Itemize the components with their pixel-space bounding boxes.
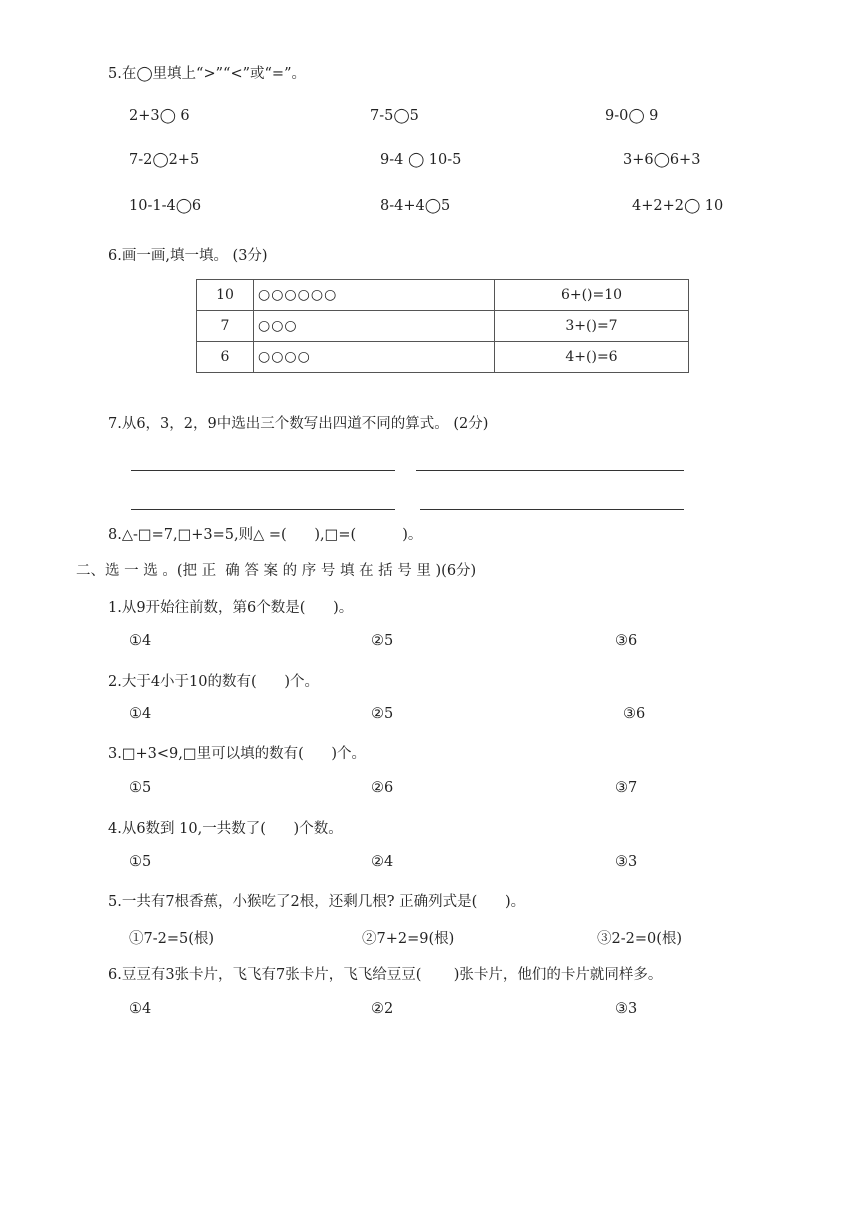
table-circles: ○○○○ — [254, 342, 495, 373]
table-number: 10 — [197, 280, 254, 311]
choice-option[interactable]: ①7-2=5(根) — [129, 931, 215, 947]
q5-item: 7-5◯5 — [370, 108, 419, 124]
choice-option[interactable]: ③3 — [615, 1001, 638, 1017]
table-equation: 3+()=7 — [495, 311, 689, 342]
q5-title: 5.在◯里填上“>”“<”或“=”。 — [108, 66, 306, 82]
choice-option[interactable]: ②7+2=9(根) — [362, 931, 455, 947]
q5-item: 2+3◯ 6 — [129, 108, 190, 124]
table-row — [197, 280, 689, 311]
answer-line[interactable] — [131, 509, 395, 510]
table-number: 6 — [197, 342, 254, 373]
choice-option[interactable]: ①4 — [129, 1001, 152, 1017]
choice-option[interactable]: ②6 — [371, 780, 394, 796]
choice-option[interactable]: ③6 — [623, 706, 646, 722]
choice-option[interactable]: ②4 — [371, 854, 394, 870]
choice-option[interactable]: ②5 — [371, 633, 394, 649]
q8-title: 8.△-□=7,□+3=5,则△ =( ),□=( )。 — [108, 527, 423, 543]
choice-question: 1.从9开始往前数，第6个数是( )。 — [108, 600, 354, 616]
choice-option[interactable]: ③7 — [615, 780, 638, 796]
choice-option[interactable]: ①5 — [129, 854, 152, 870]
q5-item: 9-4 ◯ 10-5 — [380, 152, 462, 168]
choice-question: 3.□+3<9,□里可以填的数有( )个。 — [108, 746, 367, 762]
choice-option[interactable]: ③2-2=0(根) — [597, 931, 683, 947]
answer-line[interactable] — [416, 470, 684, 471]
choice-option[interactable]: ①5 — [129, 780, 152, 796]
choice-option[interactable]: ①4 — [129, 633, 152, 649]
q7-title: 7.从6，3，2，9中选出三个数写出四道不同的算式。 (2分) — [108, 416, 489, 432]
table-equation: 6+()=10 — [495, 280, 689, 311]
table-circles: ○○○ — [254, 311, 495, 342]
table-circles: ○○○○○○ — [254, 280, 495, 311]
answer-line[interactable] — [131, 470, 395, 471]
choice-option[interactable]: ③3 — [615, 854, 638, 870]
table-equation: 4+()=6 — [495, 342, 689, 373]
choice-question: 2.大于4小于10的数有( )个。 — [108, 674, 319, 690]
choice-option[interactable]: ②5 — [371, 706, 394, 722]
q5-item: 7-2◯2+5 — [129, 152, 200, 168]
choice-question: 4.从6数到 10,一共数了( )个数。 — [108, 821, 343, 837]
choice-option[interactable]: ①4 — [129, 706, 152, 722]
q5-item: 9-0◯ 9 — [605, 108, 659, 124]
choice-option[interactable]: ②2 — [371, 1001, 394, 1017]
section-header: 二、选 一 选 。(把 正 确 答 案 的 序 号 填 在 括 号 里 )(6分) — [76, 563, 477, 579]
table-number: 7 — [197, 311, 254, 342]
draw-fill-table — [196, 279, 689, 373]
choice-question: 5.一共有7根香蕉，小猴吃了2根，还剩几根? 正确列式是( )。 — [108, 894, 526, 910]
q5-item: 10-1-4◯6 — [129, 198, 202, 214]
q5-item: 8-4+4◯5 — [380, 198, 451, 214]
choice-option[interactable]: ③6 — [615, 633, 638, 649]
choice-question: 6.豆豆有3张卡片，飞飞有7张卡片，飞飞给豆豆( )张卡片，他们的卡片就同样多。 — [108, 967, 663, 983]
answer-line[interactable] — [420, 509, 684, 510]
table-row — [197, 342, 689, 373]
table-row — [197, 311, 689, 342]
q5-item: 3+6◯6+3 — [623, 152, 701, 168]
q6-title: 6.画一画,填一填。 (3分) — [108, 248, 268, 264]
q5-item: 4+2+2◯ 10 — [632, 198, 724, 214]
